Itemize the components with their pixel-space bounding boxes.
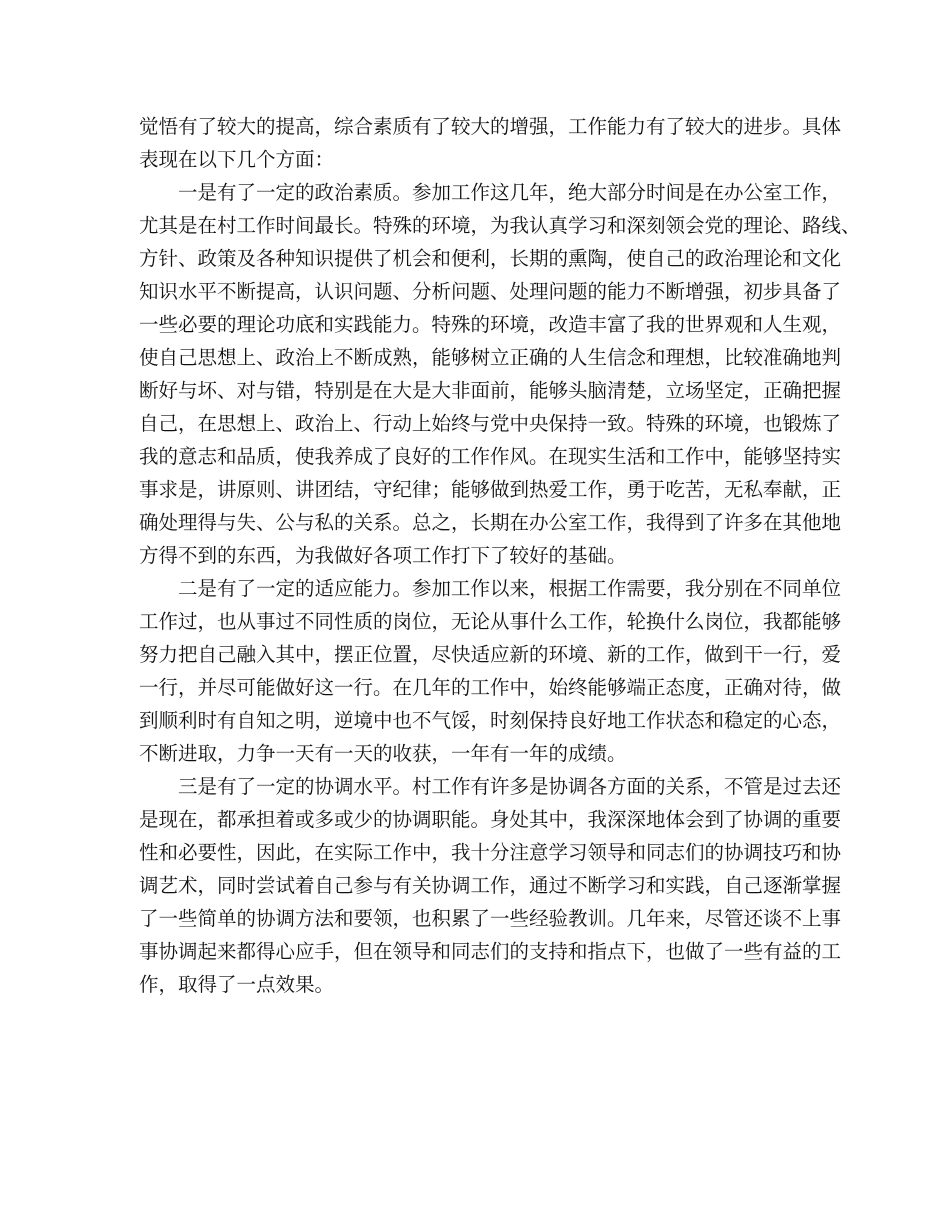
text-line: 调艺术，同时尝试着自己参与有关协调工作，通过不断学习和实践，自己逐渐掌握 [139, 874, 842, 897]
text-line: 我的意志和品质，使我养成了良好的工作作风。在现实生活和工作中，能够坚持实 [139, 445, 842, 468]
text-line: 断好与坏、对与错，特别是在大是大非面前，能够头脑清楚，立场坚定，正确把握 [139, 379, 842, 402]
text-line: 事求是，讲原则、讲团结，守纪律；能够做到热爱工作，勇于吃苦，无私奉献，正 [139, 478, 842, 501]
text-line: 一行，并尽可能做好这一行。在几年的工作中，始终能够端正态度，正确对待，做 [139, 676, 842, 699]
text-line: 一些必要的理论功底和实践能力。特殊的环境，改造丰富了我的世界观和人生观， [139, 313, 842, 336]
text-line: 确处理得与失、公与私的关系。总之，长期在办公室工作，我得到了许多在其他地 [139, 511, 842, 534]
paragraph-1-first-line: 一是有了一定的政治素质。参加工作这几年，绝大部分时间是在办公室工作， [178, 181, 842, 204]
text-line: 是现在，都承担着或多或少的协调职能。身处其中，我深深地体会到了协调的重要 [139, 808, 842, 831]
text-line: 方得不到的东西，为我做好各项工作打下了较好的基础。 [139, 544, 627, 567]
text-line: 觉悟有了较大的提高，综合素质有了较大的增强，工作能力有了较大的进步。具体 [139, 115, 842, 138]
text-line: 尤其是在村工作时间最长。特殊的环境，为我认真学习和深刻领会党的理论、路线、 [139, 214, 861, 237]
paragraph-3-first-line: 三是有了一定的协调水平。村工作有许多是协调各方面的关系，不管是过去还 [178, 775, 842, 798]
text-line: 作，取得了一点效果。 [139, 973, 335, 996]
text-line: 知识水平不断提高，认识问题、分析问题、处理问题的能力不断增强，初步具备了 [139, 280, 842, 303]
text-line: 方针、政策及各种知识提供了机会和便利，长期的熏陶，使自己的政治理论和文化 [139, 247, 842, 270]
text-line: 性和必要性，因此，在实际工作中，我十分注意学习领导和同志们的协调技巧和协 [139, 841, 842, 864]
text-line: 使自己思想上、政治上不断成熟，能够树立正确的人生信念和理想，比较准确地判 [139, 346, 842, 369]
text-line: 了一些简单的协调方法和要领，也积累了一些经验教训。几年来，尽管还谈不上事 [139, 907, 842, 930]
text-line: 到顺利时有自知之明，逆境中也不气馁，时刻保持良好地工作状态和稳定的心态， [139, 709, 842, 732]
text-line: 不断进取，力争一天有一天的收获，一年有一年的成绩。 [139, 742, 627, 765]
text-line: 表现在以下几个方面： [139, 148, 335, 171]
text-line: 努力把自己融入其中，摆正位置，尽快适应新的环境、新的工作，做到干一行，爱 [139, 643, 842, 666]
paragraph-2-first-line: 二是有了一定的适应能力。参加工作以来，根据工作需要，我分别在不同单位 [178, 577, 842, 600]
text-line: 事协调起来都得心应手，但在领导和同志们的支持和指点下，也做了一些有益的工 [139, 940, 842, 963]
text-line: 工作过，也从事过不同性质的岗位，无论从事什么工作，轮换什么岗位，我都能够 [139, 610, 842, 633]
document-body [139, 110, 861, 1001]
text-line: 自己，在思想上、政治上、行动上始终与党中央保持一致。特殊的环境，也锻炼了 [139, 412, 842, 435]
